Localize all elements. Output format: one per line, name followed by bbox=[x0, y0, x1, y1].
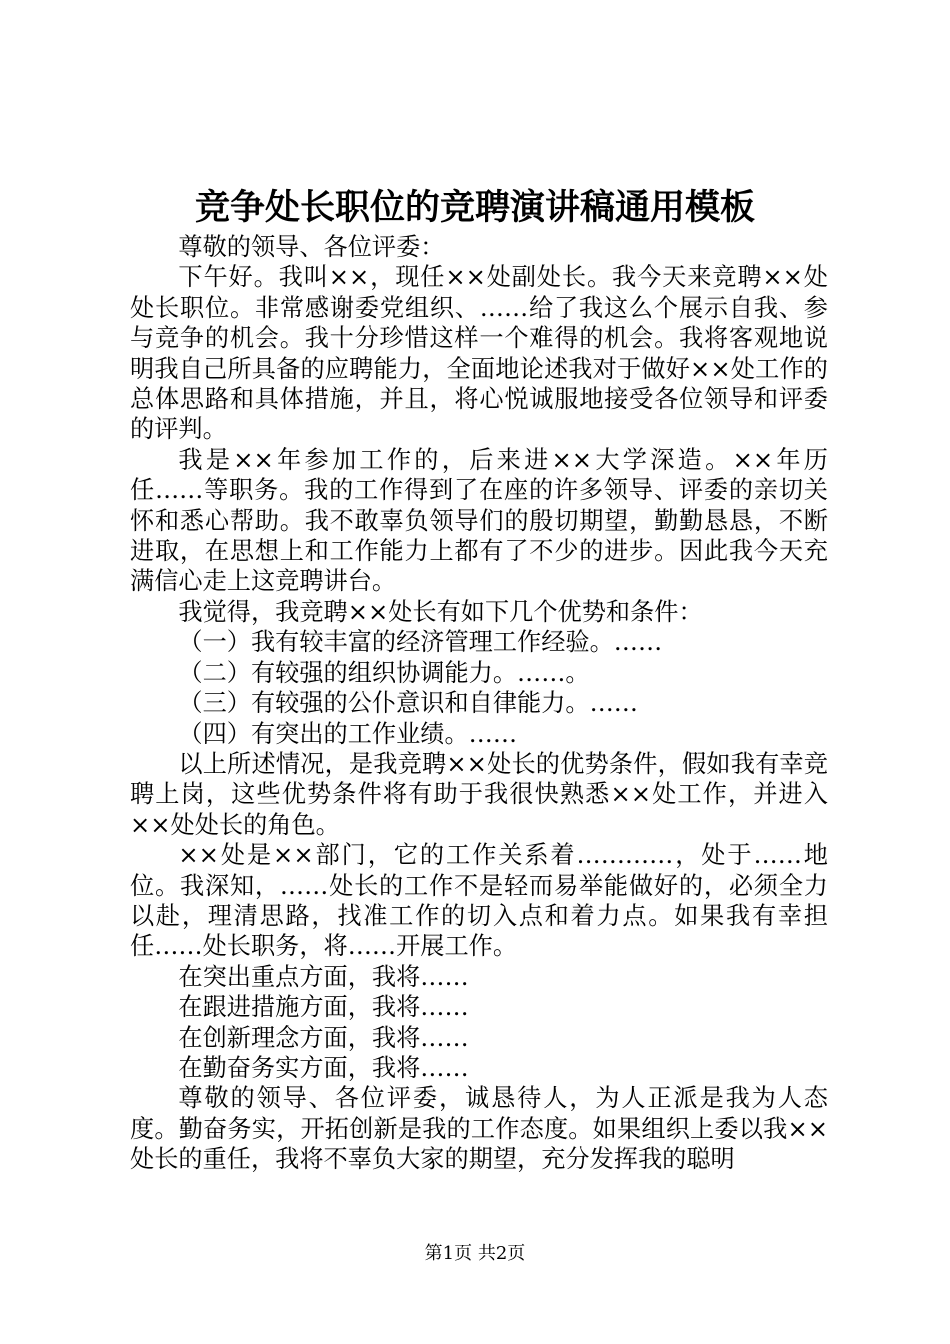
paragraph-department: ××处是××部门，它的工作关系着…………，处于……地位。我深知，……处长的工作不是轻而易举能做好的，必须全力以赴，理清思路，找准工作的切入点和着力点。如果我有幸担任……处长职务，将……开展工作。 bbox=[130, 841, 828, 961]
paragraph-summary: 以上所述情况，是我竞聘××处长的优势条件，假如我有幸竞聘上岗，这些优势条件将有助于我很快熟悉××处工作，并进入××处处长的角色。 bbox=[130, 749, 828, 839]
document-body bbox=[130, 232, 828, 1175]
advantage-item-4: （四）有突出的工作业绩。…… bbox=[178, 719, 518, 748]
plan-item-2: 在跟进措施方面，我将…… bbox=[178, 993, 469, 1022]
plan-item-3: 在创新理念方面，我将…… bbox=[178, 1023, 469, 1052]
document-title: 竞争处长职位的竞聘演讲稿通用模板 bbox=[194, 187, 755, 228]
plan-item-1: 在突出重点方面，我将…… bbox=[178, 962, 469, 991]
salutation: 尊敬的领导、各位评委： bbox=[178, 233, 445, 261]
paragraph-background: 我是××年参加工作的，后来进××大学深造。××年历任……等职务。我的工作得到了在座的许多领导、评委的亲切关怀和悉心帮助。我不敢辜负领导们的殷切期望，勤勤恳恳，不断进取，在思想上和工作能力上都有了不少的进步。因此我今天充满信心走上这竞聘讲台。 bbox=[130, 445, 828, 596]
advantage-item-2: （二）有较强的组织协调能力。……。 bbox=[178, 658, 590, 687]
advantage-item-1: （一）我有较丰富的经济管理工作经验。…… bbox=[178, 628, 663, 657]
paragraph-advantages-intro: 我觉得，我竞聘××处长有如下几个优势和条件： bbox=[178, 597, 703, 626]
paragraph-closing: 尊敬的领导、各位评委，诚恳待人，为人正派是我为人态度。勤奋务实，开拓创新是我的工作态度。如果组织上委以我××处长的重任，我将不辜负大家的期望，充分发挥我的聪明 bbox=[130, 1084, 828, 1174]
page-footer: 第1页 共2页 bbox=[424, 1243, 526, 1264]
paragraph-greeting: 下午好。我叫××，现任××处副处长。我今天来竞聘××处处长职位。非常感谢委党组织、……给了我这么个展示自我、参与竞争的机会。我十分珍惜这样一个难得的机会。我将客观地说明我自己所具备的应聘能力，全面地论述我对于做好××处工作的总体思路和具体措施，并且，将心悦诚服地接受各位领导和评委的评判。 bbox=[130, 263, 828, 444]
plan-item-4: 在勤奋务实方面，我将…… bbox=[178, 1053, 469, 1082]
advantage-item-3: （三）有较强的公仆意识和自律能力。…… bbox=[178, 689, 638, 718]
